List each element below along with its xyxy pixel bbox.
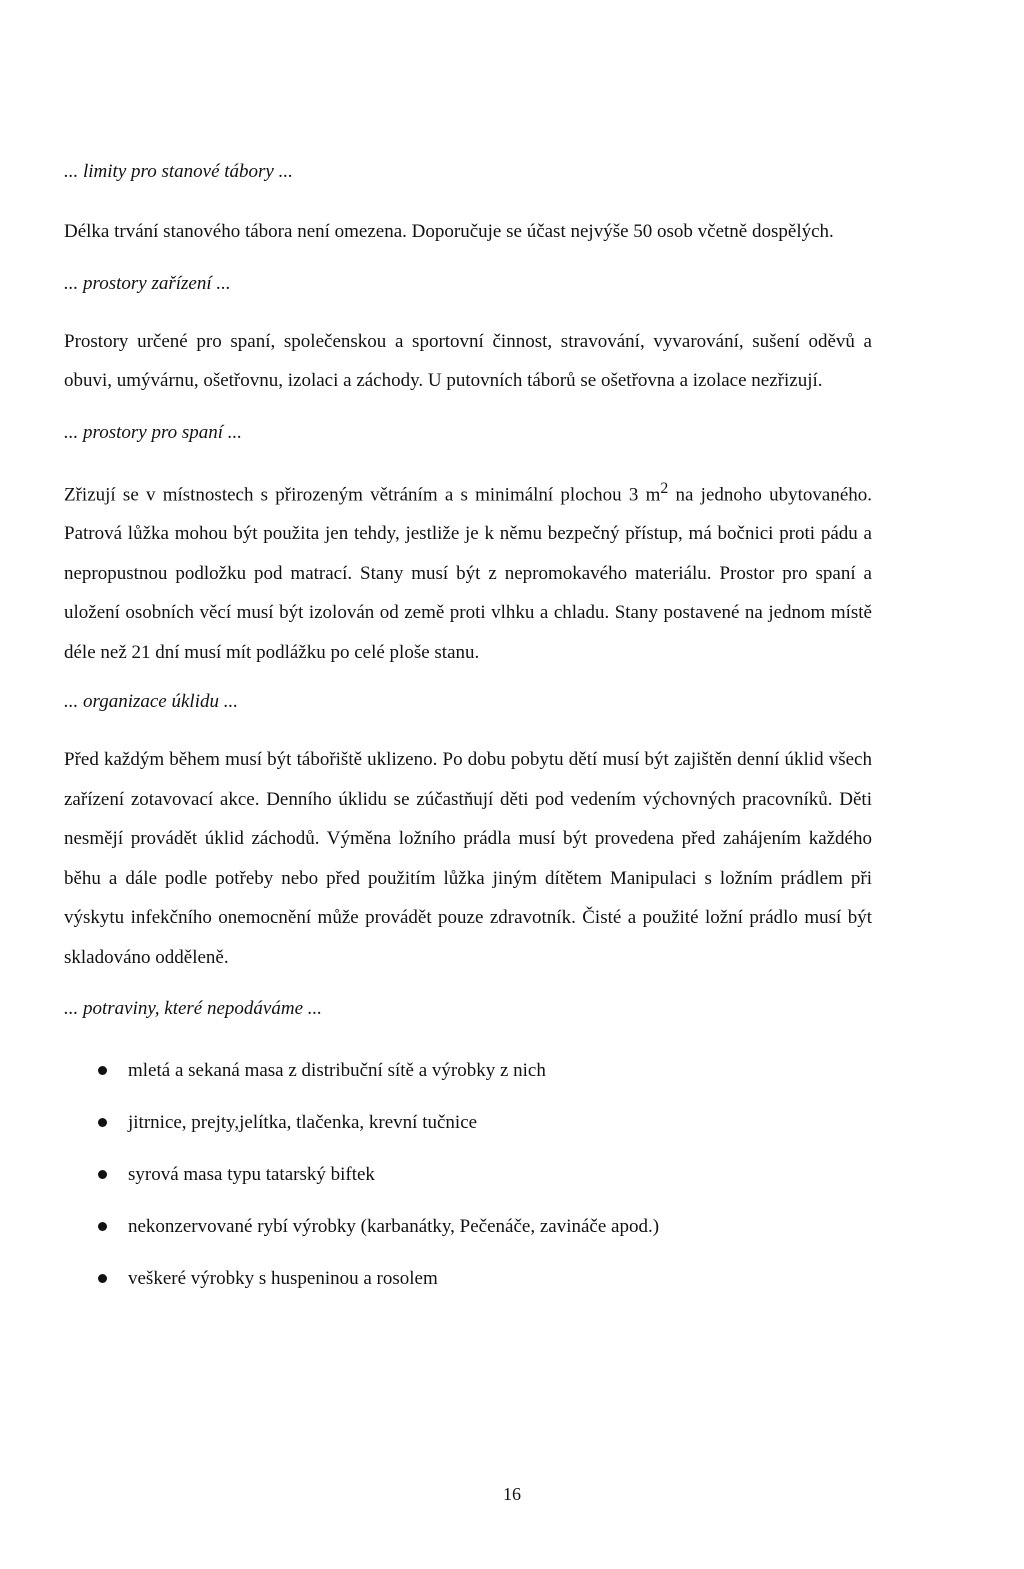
bullet-icon	[98, 1118, 107, 1127]
paragraph-facility-spaces: Prostory určené pro spaní, společenskou a sportovní činnost, stravování, vyvarování, sušení oděvů a obuvi, umývárnu, ošetřovnu, izolaci a záchody. U putovních táborů se ošetřovna a izolace nezřizují.	[64, 330, 872, 391]
page-number: 16	[503, 1484, 521, 1504]
section-heading-cleaning: ... organizace úklidu ...	[64, 691, 238, 713]
document-page	[64, 158, 872, 1305]
bullet-icon	[98, 1274, 107, 1283]
list-item-text: mletá a sekaná masa z distribuční sítě a výrobky z nich	[128, 1060, 546, 1082]
list-item	[64, 1097, 872, 1149]
list-item	[64, 1253, 872, 1305]
bullet-icon	[98, 1066, 107, 1075]
list-item-text: veškeré výrobky s huspeninou a rosolem	[128, 1268, 438, 1290]
list-item-text: nekonzervované rybí výrobky (karbanátky, Pečenáče, zavináče apod.)	[128, 1216, 660, 1238]
section-heading-facility-spaces: ... prostory zařízení ...	[64, 272, 231, 294]
paragraph-sleeping-text-start: Zřizují se v místnostech s přirozeným větráním a s minimální plochou 3 m	[64, 483, 661, 505]
list-item-text: jitrnice, prejty,jelítka, tlačenka, krevní tučnice	[128, 1112, 478, 1134]
superscript-square: 2	[660, 479, 669, 497]
list-item	[64, 1201, 872, 1253]
list-item-text: syrová masa typu tatarský biftek	[128, 1164, 375, 1186]
paragraph-tent-camp-limits: Délka trvání stanového tábora není omezena. Doporučuje se účast nejvýše 50 osob včetně dospělých.	[64, 221, 834, 242]
section-heading-tent-camp-limits: ... limity pro stanové tábory ...	[64, 161, 293, 182]
section-heading-sleeping-spaces: ... prostory pro spaní ...	[64, 421, 243, 443]
list-item	[64, 1149, 872, 1201]
forbidden-foods-list	[64, 1045, 872, 1305]
list-item	[64, 1045, 872, 1097]
bullet-icon	[98, 1222, 107, 1231]
paragraph-sleeping-spaces	[64, 469, 872, 673]
paragraph-cleaning: Před každým během musí být tábořiště uklizeno. Po dobu pobytu dětí musí být zajištěn denní úklid všech zařízení zotavovací akce. Denního úklidu se zúčastňují děti pod vedením výchovných pracovníků. Děti nesmějí provádět úklid záchodů. Výměna ložního prádla musí být provedena před zahájením každého běhu a dále podle potřeby nebo před použitím lůžka jiným dítětem Manipulaci s ložním prádlem při výskytu infekčního onemocnění může provádět pouze zdravotník. Čisté a použité ložní prádlo musí být skladováno odděleně.	[64, 749, 872, 968]
paragraph-sleeping-text-end: na jednoho ubytovaného. Patrová lůžka mohou být použita jen tehdy, jestliže je k němu bezpečný přístup, má bočnici proti pádu a nepropustnou podložku pod matrací. Stany musí být z nepromokavého materiálu. Prostor pro spaní a uložení osobních věcí musí být izolován od země proti vlhku a chladu. Stany postavené na jednom místě déle než 21 dní musí mít podlážku po celé ploše stanu.	[64, 483, 872, 663]
bullet-icon	[98, 1170, 107, 1179]
section-heading-forbidden-foods: ... potraviny, které nepodáváme ...	[64, 998, 323, 1020]
